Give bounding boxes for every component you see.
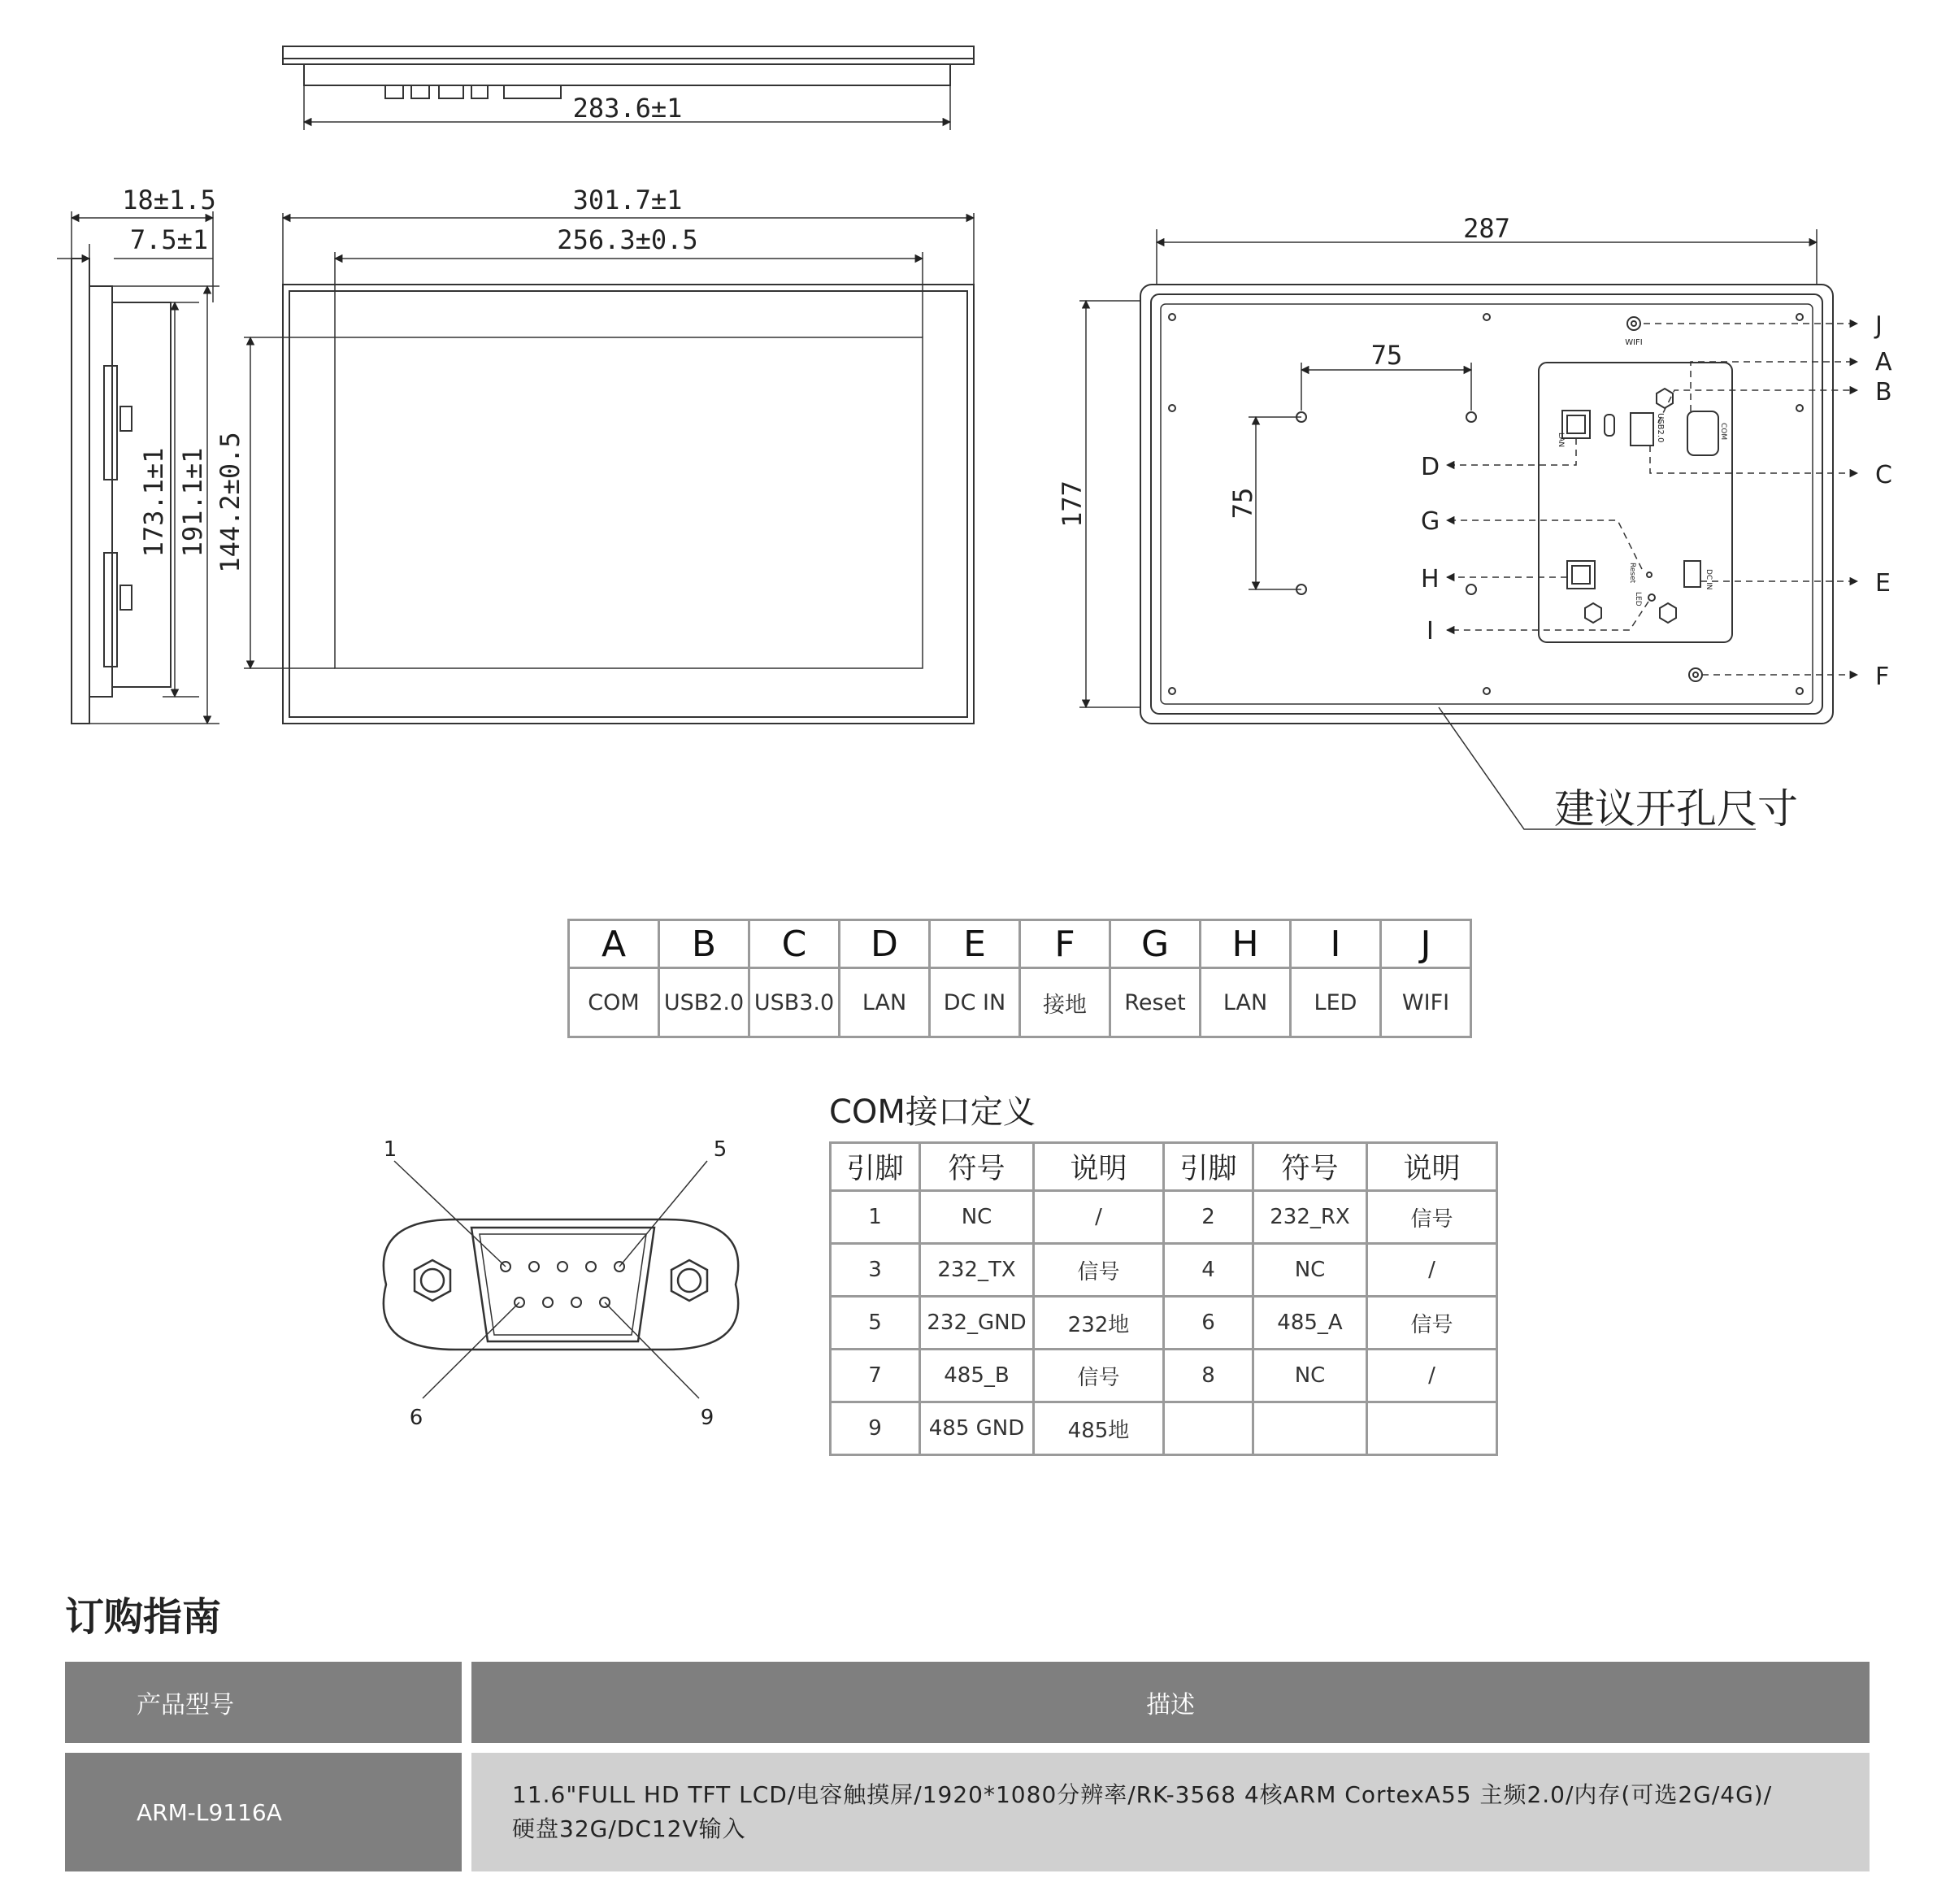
port-letter: F — [1020, 920, 1110, 968]
com-cell: 485地 — [1034, 1402, 1164, 1455]
table-row — [831, 1191, 1497, 1244]
callout-i: I — [1427, 617, 1434, 646]
com-cell: / — [1034, 1191, 1164, 1244]
com-header-row — [831, 1143, 1497, 1191]
pin-label-1: 1 — [383, 1138, 397, 1162]
order-header-desc: 描述 — [471, 1662, 1870, 1743]
com-cell — [1367, 1402, 1497, 1455]
com-header: 符号 — [920, 1143, 1034, 1191]
pin-label-5: 5 — [713, 1138, 727, 1162]
com-cell: 2 — [1164, 1191, 1253, 1244]
port-letter: H — [1201, 920, 1291, 968]
order-model-cell: ARM-L9116A — [65, 1753, 462, 1871]
port-name: LAN — [1201, 968, 1291, 1037]
order-desc-line: 11.6"FULL HD TFT LCD/电容触摸屏/1920*1080分辨率/RK-3568 4核ARM CortexA55 主频2.0/内存(可选2G/4G)/ — [512, 1781, 1773, 1808]
port-letter: B — [659, 920, 749, 968]
com-definition-title: COM接口定义 — [829, 1093, 1036, 1131]
db9-connector-drawing — [358, 1138, 764, 1447]
com-cell: 6 — [1164, 1297, 1253, 1350]
dim-body-height: 173.1±1 — [138, 447, 169, 558]
com-cell: 7 — [831, 1350, 920, 1402]
port-letter: J — [1381, 920, 1471, 968]
dim-outer-width: 301.7±1 — [572, 185, 683, 215]
small-label-usb: USB2.0 — [1656, 413, 1665, 443]
order-desc-cell — [471, 1753, 1870, 1871]
dim-cutout-width: 287 — [1463, 213, 1510, 244]
port-name: COM — [569, 968, 659, 1037]
port-name: LAN — [840, 968, 930, 1037]
table-row — [831, 1297, 1497, 1350]
com-header: 说明 — [1367, 1143, 1497, 1191]
table-row — [831, 1244, 1497, 1297]
callout-g: G — [1421, 507, 1440, 536]
com-header: 说明 — [1034, 1143, 1164, 1191]
port-name: Reset — [1110, 968, 1201, 1037]
small-label-dcin: DC IN — [1705, 569, 1713, 590]
port-name: DC IN — [930, 968, 1020, 1037]
com-cell: 信号 — [1367, 1297, 1497, 1350]
com-cell — [1164, 1402, 1253, 1455]
callout-b: B — [1875, 378, 1892, 406]
com-cell: 信号 — [1367, 1191, 1497, 1244]
com-cell: 信号 — [1034, 1350, 1164, 1402]
table-row — [831, 1402, 1497, 1455]
small-label-reset: Reset — [1628, 563, 1636, 584]
com-cell: 信号 — [1034, 1244, 1164, 1297]
callout-e: E — [1875, 569, 1891, 598]
dim-cutout-height: 177 — [1057, 480, 1088, 528]
port-letter: A — [569, 920, 659, 968]
order-guide-title: 订购指南 — [65, 1594, 222, 1640]
back-view — [1079, 229, 1857, 829]
com-header: 引脚 — [831, 1143, 920, 1191]
port-name: LED — [1291, 968, 1381, 1037]
com-cell: 485_B — [920, 1350, 1034, 1402]
port-letter: I — [1291, 920, 1381, 968]
dim-active-width: 256.3±0.5 — [557, 224, 698, 255]
small-label-com: COM — [1719, 423, 1727, 441]
order-desc-line: 硬盘32G/DC12V输入 — [512, 1815, 746, 1842]
port-legend-table — [567, 919, 1472, 1038]
pin-label-6: 6 — [409, 1406, 423, 1430]
port-letter: C — [749, 920, 840, 968]
callout-a: A — [1875, 348, 1892, 376]
com-cell: 232_TX — [920, 1244, 1034, 1297]
callout-f: F — [1875, 663, 1890, 691]
com-cell: 4 — [1164, 1244, 1253, 1297]
small-label-led: LED — [1634, 592, 1642, 606]
callout-c: C — [1875, 461, 1892, 489]
com-cell: 8 — [1164, 1350, 1253, 1402]
small-label-lan: LAN — [1557, 433, 1565, 448]
com-cell: 232_RX — [1253, 1191, 1367, 1244]
com-header: 符号 — [1253, 1143, 1367, 1191]
port-letter: G — [1110, 920, 1201, 968]
dim-active-height: 144.2±0.5 — [215, 432, 245, 573]
callout-h: H — [1421, 565, 1440, 593]
com-cell: / — [1367, 1350, 1497, 1402]
cutout-note: 建议开孔尺寸 — [1554, 785, 1798, 832]
front-view — [244, 213, 974, 724]
com-definition-table — [829, 1141, 1498, 1456]
com-cell: 485_A — [1253, 1297, 1367, 1350]
port-letter: E — [930, 920, 1020, 968]
dim-depth-front: 7.5±1 — [129, 224, 209, 255]
com-cell: / — [1367, 1244, 1497, 1297]
com-cell: NC — [1253, 1350, 1367, 1402]
dim-top-width: 283.6±1 — [572, 93, 683, 124]
com-cell: 232地 — [1034, 1297, 1164, 1350]
com-cell: 5 — [831, 1297, 920, 1350]
com-cell: 1 — [831, 1191, 920, 1244]
port-name: 接地 — [1020, 968, 1110, 1037]
com-cell — [1253, 1402, 1367, 1455]
dim-outer-height: 191.1±1 — [177, 447, 208, 558]
table-row — [831, 1350, 1497, 1402]
order-header-model: 产品型号 — [65, 1662, 462, 1743]
small-label-wifi: WIFI — [1625, 338, 1643, 347]
com-cell: 3 — [831, 1244, 920, 1297]
com-cell: NC — [920, 1191, 1034, 1244]
pin-label-9: 9 — [700, 1406, 714, 1430]
com-cell: 9 — [831, 1402, 920, 1455]
dim-vesa-horizontal: 75 — [1370, 340, 1403, 371]
com-cell: 232_GND — [920, 1297, 1034, 1350]
port-name: WIFI — [1381, 968, 1471, 1037]
port-letter: D — [840, 920, 930, 968]
dim-depth-total: 18±1.5 — [122, 185, 216, 215]
com-header: 引脚 — [1164, 1143, 1253, 1191]
port-name: USB2.0 — [659, 968, 749, 1037]
com-cell: 485 GND — [920, 1402, 1034, 1455]
dim-vesa-vertical: 75 — [1227, 487, 1258, 519]
callout-j: J — [1875, 311, 1883, 340]
callout-d: D — [1421, 453, 1440, 481]
port-name-row — [569, 968, 1471, 1037]
port-letter-row — [569, 920, 1471, 968]
com-cell: NC — [1253, 1244, 1367, 1297]
technical-drawing — [0, 0, 1950, 878]
port-name: USB3.0 — [749, 968, 840, 1037]
